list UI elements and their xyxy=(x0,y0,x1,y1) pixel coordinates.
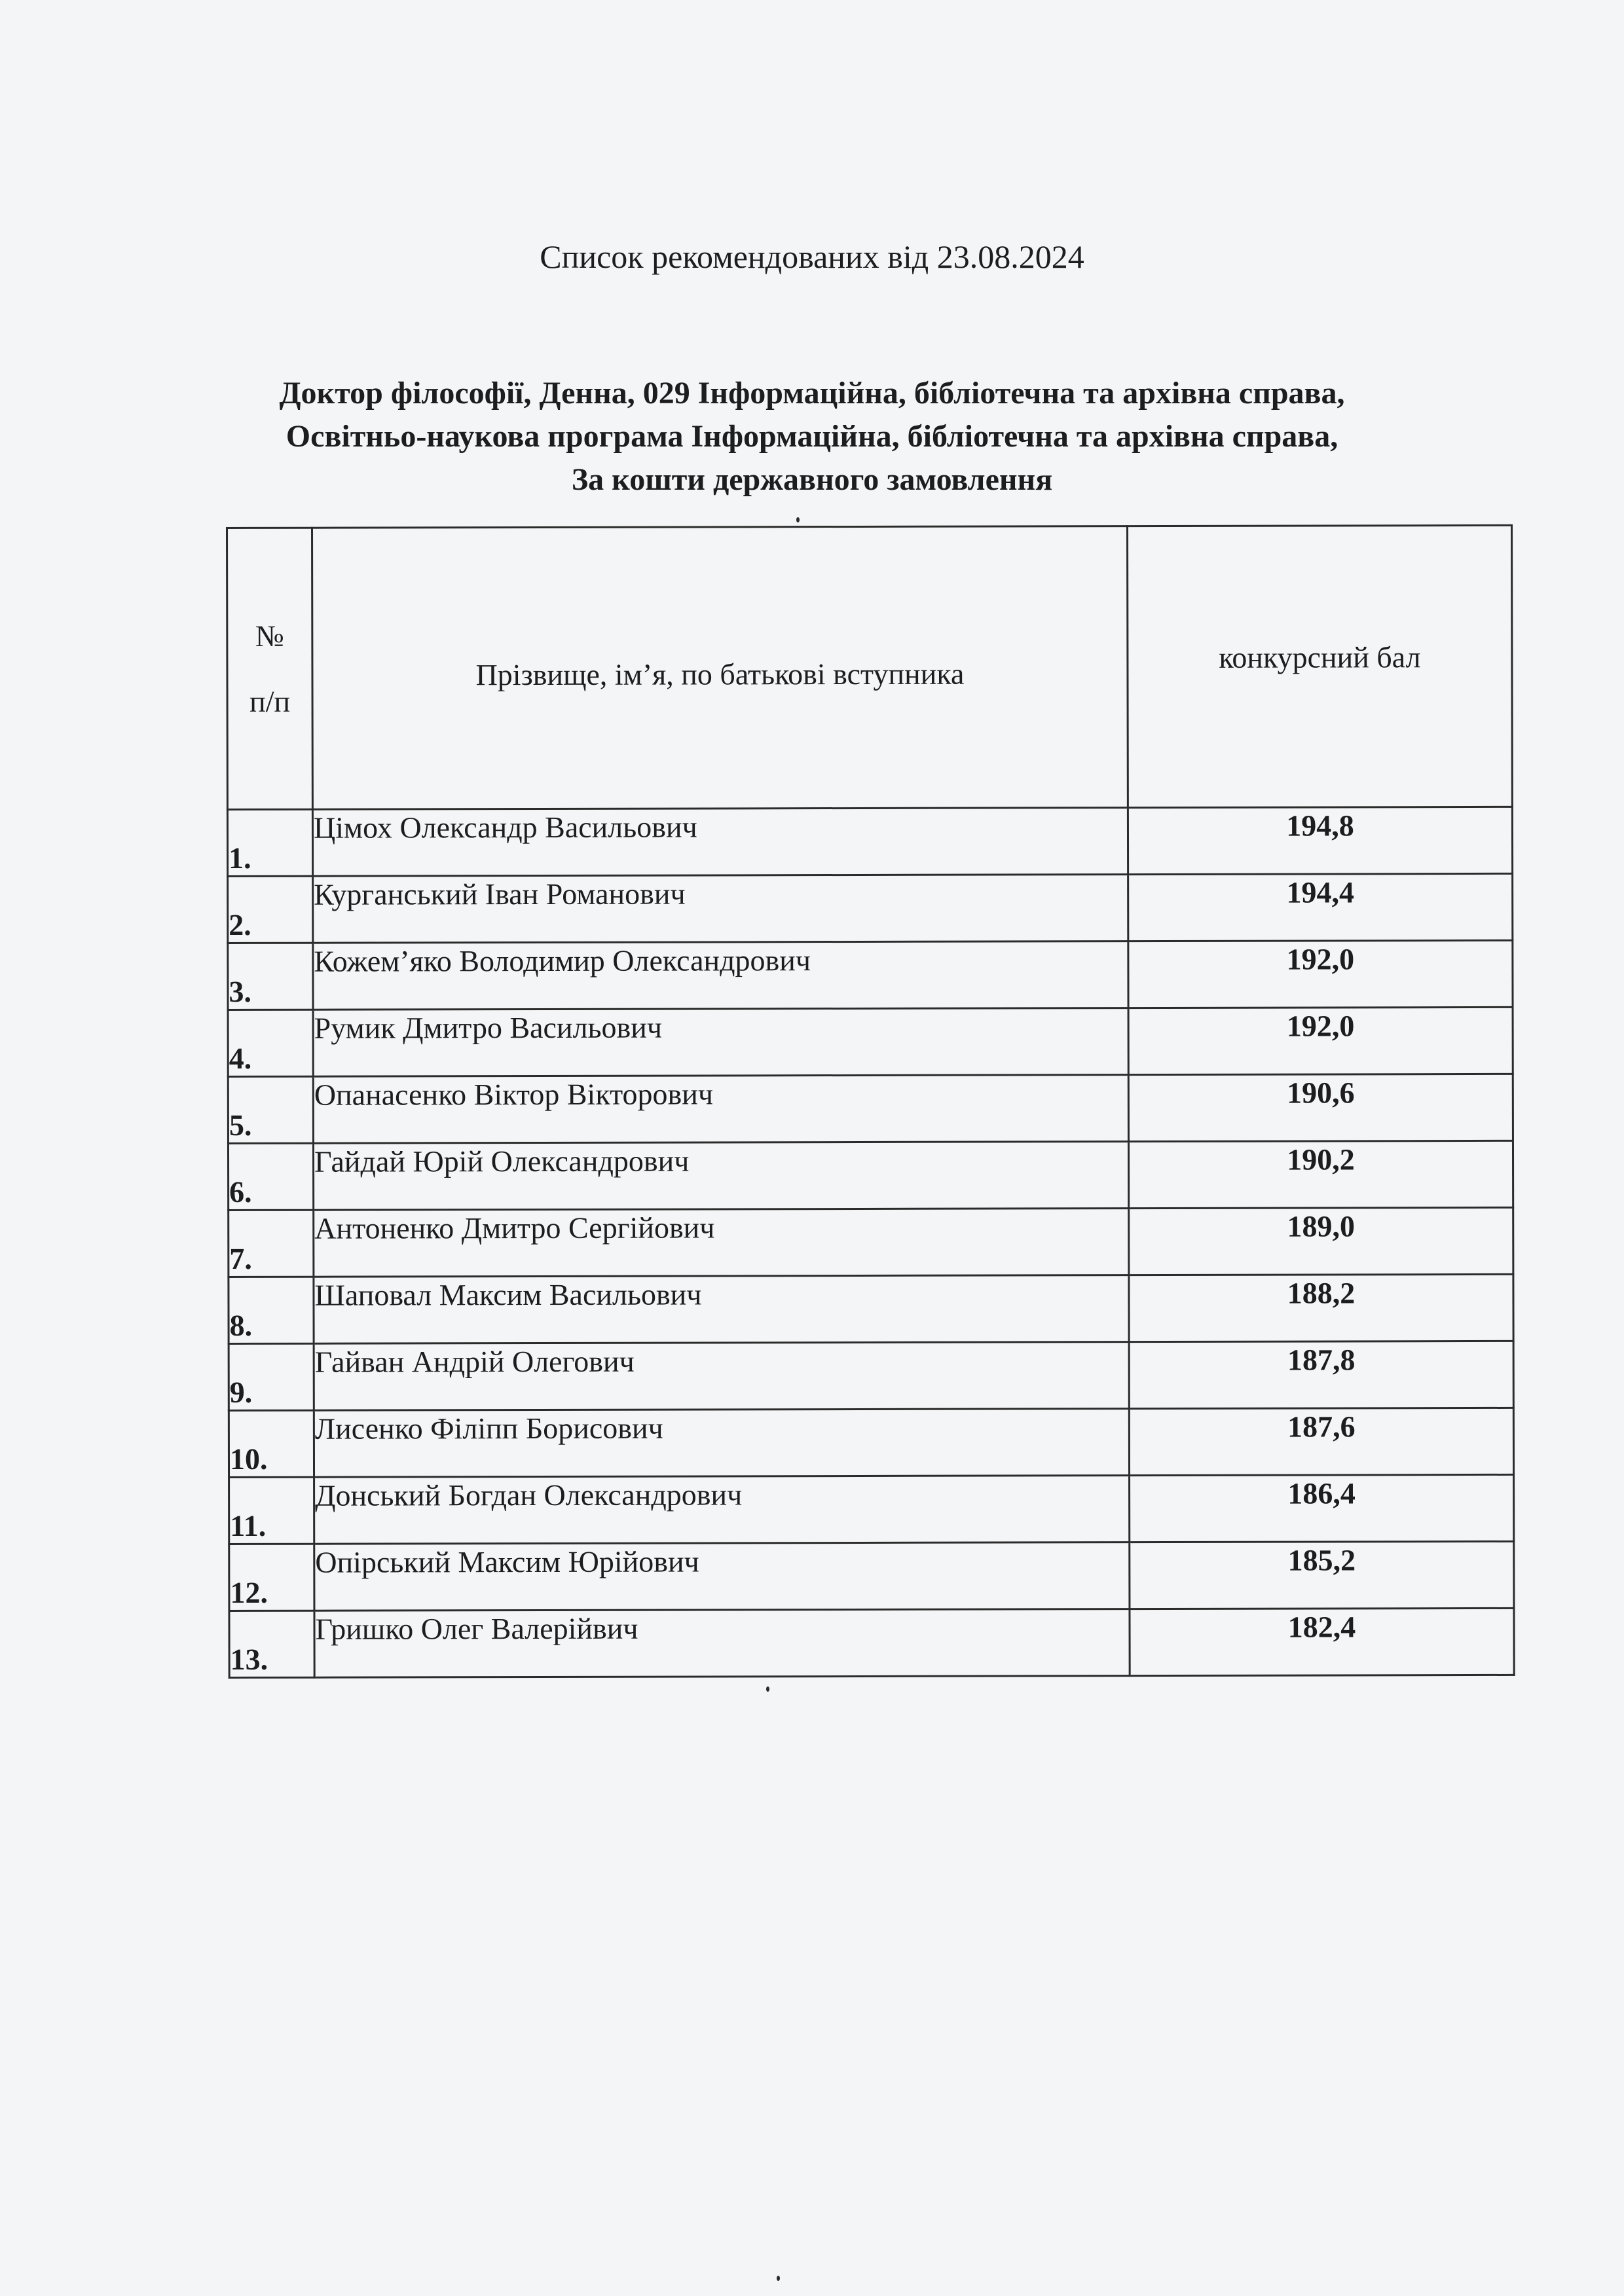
table-row xyxy=(229,1341,1513,1410)
applicant-name: Румик Дмитро Васильович xyxy=(313,1008,1128,1077)
applicant-name: Гайван Андрій Олегович xyxy=(314,1342,1129,1411)
applicant-name: Антоненко Дмитро Сергійович xyxy=(314,1209,1129,1277)
row-number: 10. xyxy=(229,1410,314,1477)
header-full-name-label: Прізвище, ім’я, по батькові вступника xyxy=(475,657,965,692)
applicant-score: 192,0 xyxy=(1128,940,1513,1008)
scan-speck xyxy=(777,2276,780,2281)
table-row xyxy=(228,1074,1513,1143)
table-row xyxy=(229,1274,1513,1343)
applicant-score: 194,4 xyxy=(1128,873,1513,941)
applicant-score: 190,2 xyxy=(1128,1140,1513,1208)
applicant-score: 187,8 xyxy=(1129,1341,1513,1408)
table-row xyxy=(228,1007,1513,1076)
applicant-score: 188,2 xyxy=(1129,1274,1513,1341)
recommended-applicants-table xyxy=(226,524,1515,1679)
table-row xyxy=(229,1408,1513,1477)
applicant-name: Шаповал Максим Васильович xyxy=(314,1275,1129,1344)
applicant-name: Кожем’яко Володимир Олександрович xyxy=(313,941,1128,1010)
header-number xyxy=(227,528,313,809)
header-score xyxy=(1128,525,1513,807)
applicant-score: 189,0 xyxy=(1129,1207,1513,1275)
row-number: 5. xyxy=(228,1076,313,1143)
applicant-score: 186,4 xyxy=(1130,1474,1514,1542)
table-row xyxy=(227,807,1512,876)
applicant-score: 185,2 xyxy=(1130,1541,1514,1609)
row-number: 4. xyxy=(228,1010,313,1076)
row-number: 3. xyxy=(228,943,313,1010)
table-row xyxy=(229,1474,1514,1544)
row-number: 9. xyxy=(229,1343,314,1410)
heading-line-funding: За кошти державного замовлення xyxy=(571,462,1053,497)
header-number-sign: № xyxy=(255,619,284,653)
scan-speck xyxy=(796,517,800,522)
applicant-score: 194,8 xyxy=(1128,807,1512,874)
row-number: 1. xyxy=(227,809,312,876)
row-number: 8. xyxy=(229,1277,314,1343)
applicant-name: Гайдай Юрій Олександрович xyxy=(313,1142,1128,1211)
applicant-name: Цімох Олександр Васильович xyxy=(312,808,1128,877)
row-number: 7. xyxy=(229,1210,314,1277)
table-row xyxy=(228,940,1513,1010)
table-row xyxy=(229,1541,1514,1611)
applicant-name: Гришко Олег Валерійвич xyxy=(314,1609,1130,1678)
row-number: 6. xyxy=(228,1143,313,1210)
applicant-name: Опірський Максим Юрійович xyxy=(314,1542,1130,1611)
table-row xyxy=(228,1140,1513,1210)
header-score-label: конкурсний бал xyxy=(1219,640,1421,674)
row-number: 11. xyxy=(229,1477,314,1544)
table-row xyxy=(229,1608,1514,1677)
row-number: 13. xyxy=(229,1611,314,1677)
applicant-score: 187,6 xyxy=(1129,1408,1513,1475)
header-number-abbrev: п/п xyxy=(249,684,291,718)
applicant-score: 182,4 xyxy=(1130,1608,1514,1675)
applicant-name: Курганський Іван Романович xyxy=(313,875,1128,943)
header-full-name xyxy=(312,526,1128,810)
row-number: 2. xyxy=(228,876,313,943)
heading-line-program: Освітньо-наукова програма Інформаційна, бібліотечна та архівна справа, xyxy=(286,419,1338,454)
applicant-name: Лисенко Філіпп Борисович xyxy=(314,1409,1129,1478)
table-row xyxy=(229,1207,1513,1277)
applicant-name: Донський Богдан Олександрович xyxy=(314,1476,1130,1544)
heading-line-degree: Доктор філософії, Денна, 029 Інформаційна, бібліотечна та архівна справа, xyxy=(279,376,1345,410)
program-heading xyxy=(0,372,1624,501)
applicant-score: 190,6 xyxy=(1128,1074,1513,1141)
document-title: Список рекомендованих від 23.08.2024 xyxy=(540,238,1084,275)
row-number: 12. xyxy=(229,1544,314,1611)
table-row xyxy=(228,873,1513,943)
applicant-score: 192,0 xyxy=(1128,1007,1513,1074)
scan-speck xyxy=(766,1686,769,1692)
table-header-row xyxy=(227,525,1513,809)
applicant-name: Опанасенко Віктор Вікторович xyxy=(313,1075,1128,1144)
